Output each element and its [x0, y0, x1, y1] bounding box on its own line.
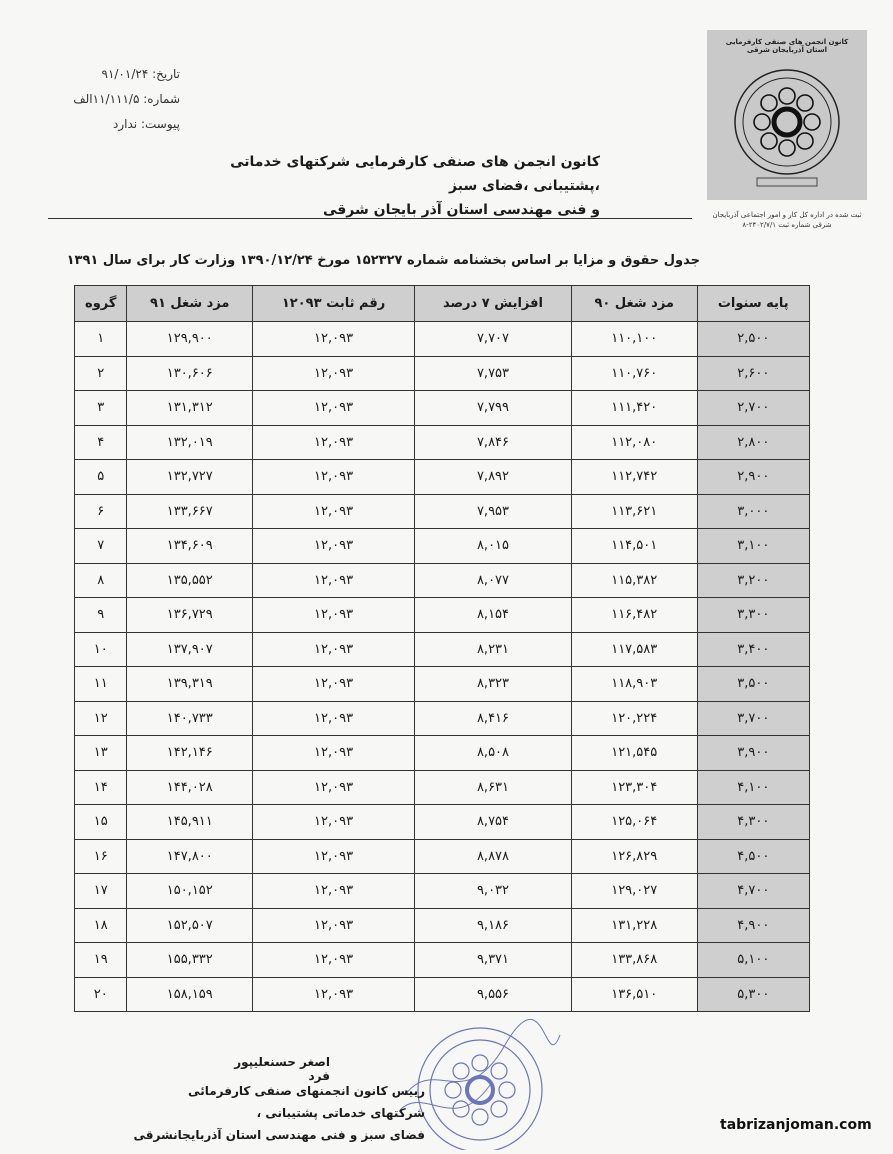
table-cell: ۱۳۶,۷۲۹ — [127, 598, 253, 633]
table-row — [75, 667, 810, 702]
table-cell: ۱۳۳,۸۶۸ — [571, 943, 697, 978]
table-row — [75, 563, 810, 598]
table-cell: ۸,۲۳۱ — [415, 632, 572, 667]
table-row — [75, 632, 810, 667]
table-row — [75, 977, 810, 1012]
website-watermark: tabrizanjoman.com — [720, 1117, 872, 1133]
table-cell: ۱۲۱,۵۴۵ — [571, 736, 697, 771]
table-cell: ۱۲,۰۹۳ — [253, 839, 415, 874]
signatory-title-line2: فضای سبز و فنی مهندسی استان آذربایجانشرقی — [133, 1128, 425, 1142]
table-cell: ۱۱۴,۵۰۱ — [571, 529, 697, 564]
table-cell: ۳,۴۰۰ — [697, 632, 809, 667]
table-cell: ۱۳۲,۷۲۷ — [127, 460, 253, 495]
table-cell: ۱۲,۰۹۳ — [253, 770, 415, 805]
table-cell: ۱۲,۰۹۳ — [253, 943, 415, 978]
table-cell: ۸,۶۳۱ — [415, 770, 572, 805]
letter-number: شماره: ۱۱/۱۱۱/۵الف — [73, 92, 180, 106]
table-cell: ۳,۵۰۰ — [697, 667, 809, 702]
table-cell: ۱۵۲,۵۰۷ — [127, 908, 253, 943]
table-cell: ۱۴۰,۷۳۳ — [127, 701, 253, 736]
wage-table — [74, 285, 810, 1012]
table-cell: ۱۱۳,۶۲۱ — [571, 494, 697, 529]
col-header: مزد شغل ۹۰ — [571, 286, 697, 322]
table-cell: ۸,۸۷۸ — [415, 839, 572, 874]
table-cell: ۱۲,۰۹۳ — [253, 977, 415, 1012]
table-cell: ۱۲,۰۹۳ — [253, 460, 415, 495]
table-cell: ۱۴۴,۰۲۸ — [127, 770, 253, 805]
table-cell: ۱۴ — [75, 770, 127, 805]
table-row — [75, 322, 810, 357]
table-cell: ۱۲۳,۳۰۴ — [571, 770, 697, 805]
table-row — [75, 908, 810, 943]
table-cell: ۷,۹۵۳ — [415, 494, 572, 529]
table-cell: ۱۳۳,۶۶۷ — [127, 494, 253, 529]
table-cell: ۳,۲۰۰ — [697, 563, 809, 598]
table-row — [75, 839, 810, 874]
table-cell: ۱۲,۰۹۳ — [253, 598, 415, 633]
table-cell: ۱۳ — [75, 736, 127, 771]
table-cell: ۱۹ — [75, 943, 127, 978]
signatory-title-line1: رییس کانون انجمنهای صنفی کارفرمائی شرکتهای خدماتی پشتیبانی ، — [188, 1084, 425, 1120]
table-cell: ۷,۷۵۳ — [415, 356, 572, 391]
table-cell: ۴,۷۰۰ — [697, 874, 809, 909]
table-cell: ۱۵۸,۱۵۹ — [127, 977, 253, 1012]
table-cell: ۹,۳۷۱ — [415, 943, 572, 978]
signatory-name: اصغر حسنعلیپور فرد — [234, 1055, 330, 1083]
table-row — [75, 460, 810, 495]
table-row — [75, 770, 810, 805]
table-cell: ۵,۳۰۰ — [697, 977, 809, 1012]
table-cell: ۳,۷۰۰ — [697, 701, 809, 736]
table-row — [75, 425, 810, 460]
table-cell: ۱۴۷,۸۰۰ — [127, 839, 253, 874]
table-cell: ۱۵ — [75, 805, 127, 840]
table-cell: ۸,۰۷۷ — [415, 563, 572, 598]
table-cell: ۲,۷۰۰ — [697, 391, 809, 426]
org-title-line1: کانون انجمن های صنفی کارفرمایی شرکتهای خدماتی ،پشتیبانی ،فضای سبز — [230, 154, 600, 194]
table-cell: ۱۲,۰۹۳ — [253, 701, 415, 736]
table-cell: ۶ — [75, 494, 127, 529]
table-cell: ۲۰ — [75, 977, 127, 1012]
table-cell: ۱۳۵,۵۵۲ — [127, 563, 253, 598]
table-row — [75, 529, 810, 564]
table-cell: ۱۱۰,۱۰۰ — [571, 322, 697, 357]
table-cell: ۳,۹۰۰ — [697, 736, 809, 771]
col-header: رقم ثابت ۱۲۰۹۳ — [253, 286, 415, 322]
table-cell: ۴ — [75, 425, 127, 460]
table-cell: ۸,۳۲۳ — [415, 667, 572, 702]
table-cell: ۷,۷۰۷ — [415, 322, 572, 357]
table-cell: ۲,۵۰۰ — [697, 322, 809, 357]
table-row — [75, 598, 810, 633]
table-caption: جدول حقوق و مزایا بر اساس بخشنامه شماره ۱۵۲۳۲۷ مورخ ۱۳۹۰/۱۲/۲۴ وزارت کار برای سال ۱۳۹۱ — [66, 253, 700, 268]
table-cell: ۱۲,۰۹۳ — [253, 563, 415, 598]
table-cell: ۱۲,۰۹۳ — [253, 736, 415, 771]
table-cell: ۹ — [75, 598, 127, 633]
table-cell: ۲,۹۰۰ — [697, 460, 809, 495]
table-cell: ۱۲,۰۹۳ — [253, 908, 415, 943]
col-header: افزایش ۷ درصد — [415, 286, 572, 322]
table-cell: ۱۲,۰۹۳ — [253, 667, 415, 702]
seal-registration: ثبت شده در اداره کل کار و امور اجتماعی آذربایجان شرقی شماره ثبت ۲۴۰۲/۷/۱-۸ — [712, 211, 862, 229]
table-cell: ۱۲,۰۹۳ — [253, 356, 415, 391]
seal-registration-wrap — [707, 30, 867, 229]
table-row — [75, 494, 810, 529]
header-divider — [48, 218, 692, 219]
table-cell: ۱۶ — [75, 839, 127, 874]
letter-attachment: پیوست: ندارد — [113, 117, 180, 131]
table-row — [75, 356, 810, 391]
table-cell: ۱۲,۰۹۳ — [253, 494, 415, 529]
table-cell: ۱۸ — [75, 908, 127, 943]
table-cell: ۱۲۰,۲۲۴ — [571, 701, 697, 736]
table-cell: ۱۳۱,۳۱۲ — [127, 391, 253, 426]
table-cell: ۱۴۲,۱۴۶ — [127, 736, 253, 771]
table-cell: ۴,۳۰۰ — [697, 805, 809, 840]
table-cell: ۱۲,۰۹۳ — [253, 322, 415, 357]
table-cell: ۱۳۱,۲۲۸ — [571, 908, 697, 943]
table-cell: ۱۳۴,۶۰۹ — [127, 529, 253, 564]
table-cell: ۷,۷۹۹ — [415, 391, 572, 426]
table-cell: ۱۲,۰۹۳ — [253, 391, 415, 426]
table-cell: ۱۱۷,۵۸۳ — [571, 632, 697, 667]
table-cell: ۱۲ — [75, 701, 127, 736]
letter-meta — [73, 62, 180, 137]
table-cell: ۱۲۵,۰۶۴ — [571, 805, 697, 840]
table-cell: ۱۵۰,۱۵۲ — [127, 874, 253, 909]
table-cell: ۷ — [75, 529, 127, 564]
table-cell: ۸ — [75, 563, 127, 598]
table-cell: ۱۱ — [75, 667, 127, 702]
table-cell: ۱۳۲,۰۱۹ — [127, 425, 253, 460]
table-cell: ۱۲,۰۹۳ — [253, 805, 415, 840]
table-cell: ۲,۶۰۰ — [697, 356, 809, 391]
table-row — [75, 943, 810, 978]
org-title-line2: و فنی مهندسی استان آذر بایجان شرقی — [322, 202, 600, 218]
table-cell: ۱۳۰,۶۰۶ — [127, 356, 253, 391]
table-cell: ۵ — [75, 460, 127, 495]
table-cell: ۱۲۹,۹۰۰ — [127, 322, 253, 357]
table-cell: ۱۳۶,۵۱۰ — [571, 977, 697, 1012]
table-cell: ۱۲,۰۹۳ — [253, 425, 415, 460]
table-header-row — [75, 286, 810, 322]
table-cell: ۳,۰۰۰ — [697, 494, 809, 529]
table-cell: ۱۱۵,۳۸۲ — [571, 563, 697, 598]
table-cell: ۱۲,۰۹۳ — [253, 529, 415, 564]
table-cell: ۳,۱۰۰ — [697, 529, 809, 564]
table-cell: ۱۱۲,۰۸۰ — [571, 425, 697, 460]
table-row — [75, 874, 810, 909]
table-cell: ۱۰ — [75, 632, 127, 667]
table-cell: ۱۱۱,۴۲۰ — [571, 391, 697, 426]
table-cell: ۷,۸۹۲ — [415, 460, 572, 495]
table-cell: ۱۲,۰۹۳ — [253, 874, 415, 909]
col-header: مزد شغل ۹۱ — [127, 286, 253, 322]
table-cell: ۱۱۲,۷۴۲ — [571, 460, 697, 495]
table-cell: ۵,۱۰۰ — [697, 943, 809, 978]
table-cell: ۴,۱۰۰ — [697, 770, 809, 805]
table-cell: ۹,۱۸۶ — [415, 908, 572, 943]
table-row — [75, 701, 810, 736]
table-cell: ۲,۸۰۰ — [697, 425, 809, 460]
table-cell: ۱۳۹,۳۱۹ — [127, 667, 253, 702]
table-cell: ۳ — [75, 391, 127, 426]
signatory-title — [130, 1080, 425, 1146]
table-cell: ۷,۸۴۶ — [415, 425, 572, 460]
table-cell: ۱۲,۰۹۳ — [253, 632, 415, 667]
table-cell: ۱۱۸,۹۰۳ — [571, 667, 697, 702]
table-cell: ۳,۳۰۰ — [697, 598, 809, 633]
table-cell: ۸,۵۰۸ — [415, 736, 572, 771]
table-row — [75, 805, 810, 840]
table-row — [75, 736, 810, 771]
table-cell: ۱۳۷,۹۰۷ — [127, 632, 253, 667]
table-cell: ۸,۱۵۴ — [415, 598, 572, 633]
table-cell: ۸,۷۵۴ — [415, 805, 572, 840]
table-row — [75, 391, 810, 426]
table-cell: ۱۱۶,۴۸۲ — [571, 598, 697, 633]
table-cell: ۱۴۵,۹۱۱ — [127, 805, 253, 840]
organization-title — [200, 150, 600, 222]
letter-date: تاریخ: ۹۱/۰۱/۲۴ — [101, 67, 180, 81]
table-cell: ۸,۰۱۵ — [415, 529, 572, 564]
table-cell: ۸,۴۱۶ — [415, 701, 572, 736]
table-cell: ۲ — [75, 356, 127, 391]
table-cell: ۹,۰۳۲ — [415, 874, 572, 909]
table-cell: ۱۲۶,۸۲۹ — [571, 839, 697, 874]
table-cell: ۴,۵۰۰ — [697, 839, 809, 874]
table-cell: ۱۷ — [75, 874, 127, 909]
table-cell: ۱۱۰,۷۶۰ — [571, 356, 697, 391]
seal-text: کانون انجمن های صنفی کارفرمایی استان آذربایجان شرقی — [725, 38, 849, 54]
col-header: گروه — [75, 286, 127, 322]
table-cell: ۱۵۵,۳۳۲ — [127, 943, 253, 978]
table-cell: ۴,۹۰۰ — [697, 908, 809, 943]
table-cell: ۱۲۹,۰۲۷ — [571, 874, 697, 909]
col-header: پایه سنوات — [697, 286, 809, 322]
table-cell: ۹,۵۵۶ — [415, 977, 572, 1012]
table-cell: ۱ — [75, 322, 127, 357]
